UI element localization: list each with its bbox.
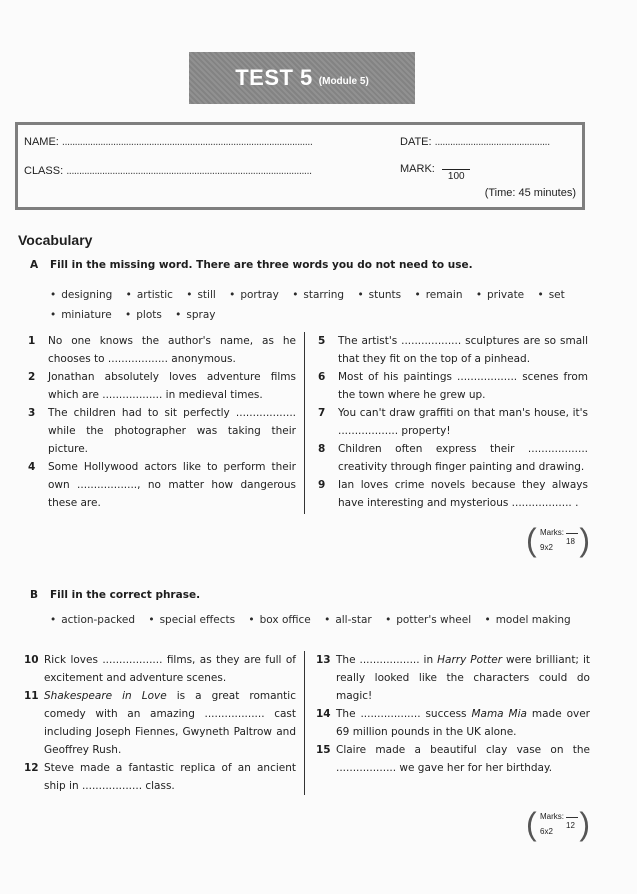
word-bank-item: • action-packed: [50, 614, 135, 626]
word-bank-item: • model making: [484, 614, 570, 626]
marks-box-a: [526, 522, 590, 558]
module-label: (Module 5): [318, 75, 369, 87]
marks-label: Marks:: [540, 528, 564, 537]
question-number: 9: [318, 479, 326, 491]
question-item: [24, 687, 296, 759]
question-text-part: is a great romantic comedy with an amazing .................. cast including Joseph Fiennes, Gwyneth Paltrow and Geoffrey Rush.: [44, 690, 296, 756]
question-text[interactable]: Jonathan absolutely loves adventure films which are .................. in medieval times.: [48, 371, 296, 401]
word-bank-item: • miniature: [50, 309, 112, 321]
question-text-part: Claire made a beautiful clay vase on the .................. we gave her for her birthday.: [336, 744, 590, 774]
mark-total: 100: [447, 171, 465, 182]
question-number: 4: [28, 461, 36, 473]
question-item: [316, 651, 590, 705]
question-text[interactable]: The children had to sit perfectly .................. while the photographer was taking their picture.: [48, 407, 296, 455]
question-item: [24, 651, 296, 687]
marks-calc: 6x2: [540, 827, 553, 836]
question-text[interactable]: [44, 651, 296, 687]
task-a-heading: [30, 259, 473, 271]
class-blank[interactable]: ................................................................................................: [66, 165, 312, 177]
question-text-part: The .................. success: [336, 708, 472, 720]
question-item: [28, 368, 296, 404]
question-number: 7: [318, 407, 326, 419]
word-bank-a: [50, 285, 590, 325]
title-italic: Harry Potter: [437, 654, 503, 666]
question-text-part: were brilliant; it really looked like the characters could do magic!: [336, 654, 590, 702]
question-number: 15: [316, 744, 331, 756]
fraction-line: [566, 533, 578, 534]
task-b-letter: B: [30, 589, 39, 601]
question-text-part: made over 69 million pounds in the UK alone.: [336, 708, 590, 738]
name-blank[interactable]: ..................................................................................................: [61, 136, 313, 148]
title-italic: Mama Mia: [471, 708, 527, 720]
question-item: [28, 332, 296, 368]
fraction-line: [442, 169, 470, 170]
word-bank-item: • potter's wheel: [385, 614, 471, 626]
word-bank-item: • starring: [292, 289, 344, 301]
question-text[interactable]: Children often express their .................. creativity through finger painting and drawing.: [338, 443, 588, 473]
class-field[interactable]: [24, 165, 312, 177]
phrase-bank-b: [50, 610, 610, 630]
question-item: [316, 741, 590, 777]
question-text-part: Steve made a fantastic replica of an ancient ship in .................. class.: [44, 762, 296, 792]
left-paren: (: [526, 522, 537, 558]
question-item: [316, 705, 590, 741]
word-bank-item: • all-star: [324, 614, 372, 626]
question-item: [24, 759, 296, 795]
right-paren: ): [579, 806, 590, 842]
mark-field: [400, 163, 472, 182]
date-label: DATE:: [400, 136, 432, 148]
word-bank-item: • stunts: [357, 289, 401, 301]
question-text[interactable]: [44, 759, 296, 795]
word-bank-item: • artistic: [126, 289, 173, 301]
question-number: 10: [24, 654, 39, 666]
fraction-line: [566, 817, 578, 818]
question-text[interactable]: [44, 687, 296, 759]
task-a-questions-right: [318, 332, 588, 512]
marks-total: 12: [566, 821, 575, 830]
question-text[interactable]: No one knows the author's name, as he chooses to .................. anonymous.: [48, 335, 296, 365]
task-b-heading: [30, 589, 200, 601]
question-text[interactable]: Some Hollywood actors like to perform their own .................., no matter how dangerous these are.: [48, 461, 296, 509]
marks-box-b: [526, 806, 590, 842]
question-text[interactable]: [336, 651, 590, 705]
word-bank-item: • spray: [175, 309, 215, 321]
left-paren: (: [526, 806, 537, 842]
question-text-part: Rick loves .................. films, as they are full of excitement and adventure scenes.: [44, 654, 296, 684]
word-bank-item: • still: [186, 289, 216, 301]
class-label: CLASS:: [24, 165, 64, 177]
marks-total: 18: [566, 537, 575, 546]
task-b-instruction: Fill in the correct phrase.: [50, 589, 201, 601]
task-a-letter: A: [30, 259, 39, 271]
question-text-part: The .................. in: [336, 654, 438, 666]
title-italic: Shakespeare in Love: [44, 690, 167, 702]
word-bank-item: • portray: [229, 289, 279, 301]
question-number: 1: [28, 335, 36, 347]
task-a-instruction: Fill in the missing word. There are three words you do not need to use.: [50, 259, 473, 271]
question-number: 13: [316, 654, 331, 666]
question-item: [318, 332, 588, 368]
student-info-box: [15, 122, 585, 210]
question-item: [28, 458, 296, 512]
question-number: 6: [318, 371, 326, 383]
task-b-questions-left: [24, 651, 305, 795]
test-title: TEST 5: [235, 65, 313, 90]
question-number: 2: [28, 371, 36, 383]
question-number: 11: [24, 690, 39, 702]
word-bank-item: • box office: [248, 614, 310, 626]
question-item: [318, 404, 588, 440]
question-number: 8: [318, 443, 326, 455]
word-bank-item: • special effects: [148, 614, 235, 626]
word-bank-item: • designing: [50, 289, 112, 301]
marks-label: Marks:: [540, 812, 564, 821]
word-bank-item: • private: [476, 289, 524, 301]
name-field[interactable]: [24, 136, 312, 148]
mark-fraction: [438, 163, 472, 182]
date-field[interactable]: [400, 136, 550, 148]
question-text[interactable]: The artist's .................. sculptures are so small that they fit on the top of a pinhead.: [338, 335, 588, 365]
word-bank-item: • remain: [414, 289, 462, 301]
word-bank-item: • plots: [125, 309, 162, 321]
question-item: [318, 440, 588, 476]
question-number: 12: [24, 762, 39, 774]
test-title-banner: [189, 52, 415, 104]
task-b-questions-right: [316, 651, 590, 777]
question-number: 3: [28, 407, 36, 419]
question-number: 5: [318, 335, 326, 347]
question-text[interactable]: Most of his paintings .................. scenes from the town where he grew up.: [338, 371, 588, 401]
word-bank-item: • set: [537, 289, 564, 301]
right-paren: ): [579, 522, 590, 558]
section-title-vocabulary: Vocabulary: [18, 232, 93, 248]
task-a-questions-left: [28, 332, 305, 514]
question-text[interactable]: [336, 705, 590, 741]
mark-label: MARK:: [400, 163, 435, 175]
question-item: [28, 404, 296, 458]
question-item: [318, 368, 588, 404]
question-item: [318, 476, 588, 512]
question-text[interactable]: You can't draw graffiti on that man's house, it's .................. property!: [338, 407, 588, 437]
question-text[interactable]: Ian loves crime novels because they always have interesting and mysterious .................. .: [338, 479, 588, 509]
question-text[interactable]: [336, 741, 590, 777]
time-limit: (Time: 45 minutes): [484, 187, 576, 199]
date-blank[interactable]: .............................................: [434, 136, 550, 148]
name-label: NAME:: [24, 136, 59, 148]
marks-calc: 9x2: [540, 543, 553, 552]
question-number: 14: [316, 708, 331, 720]
